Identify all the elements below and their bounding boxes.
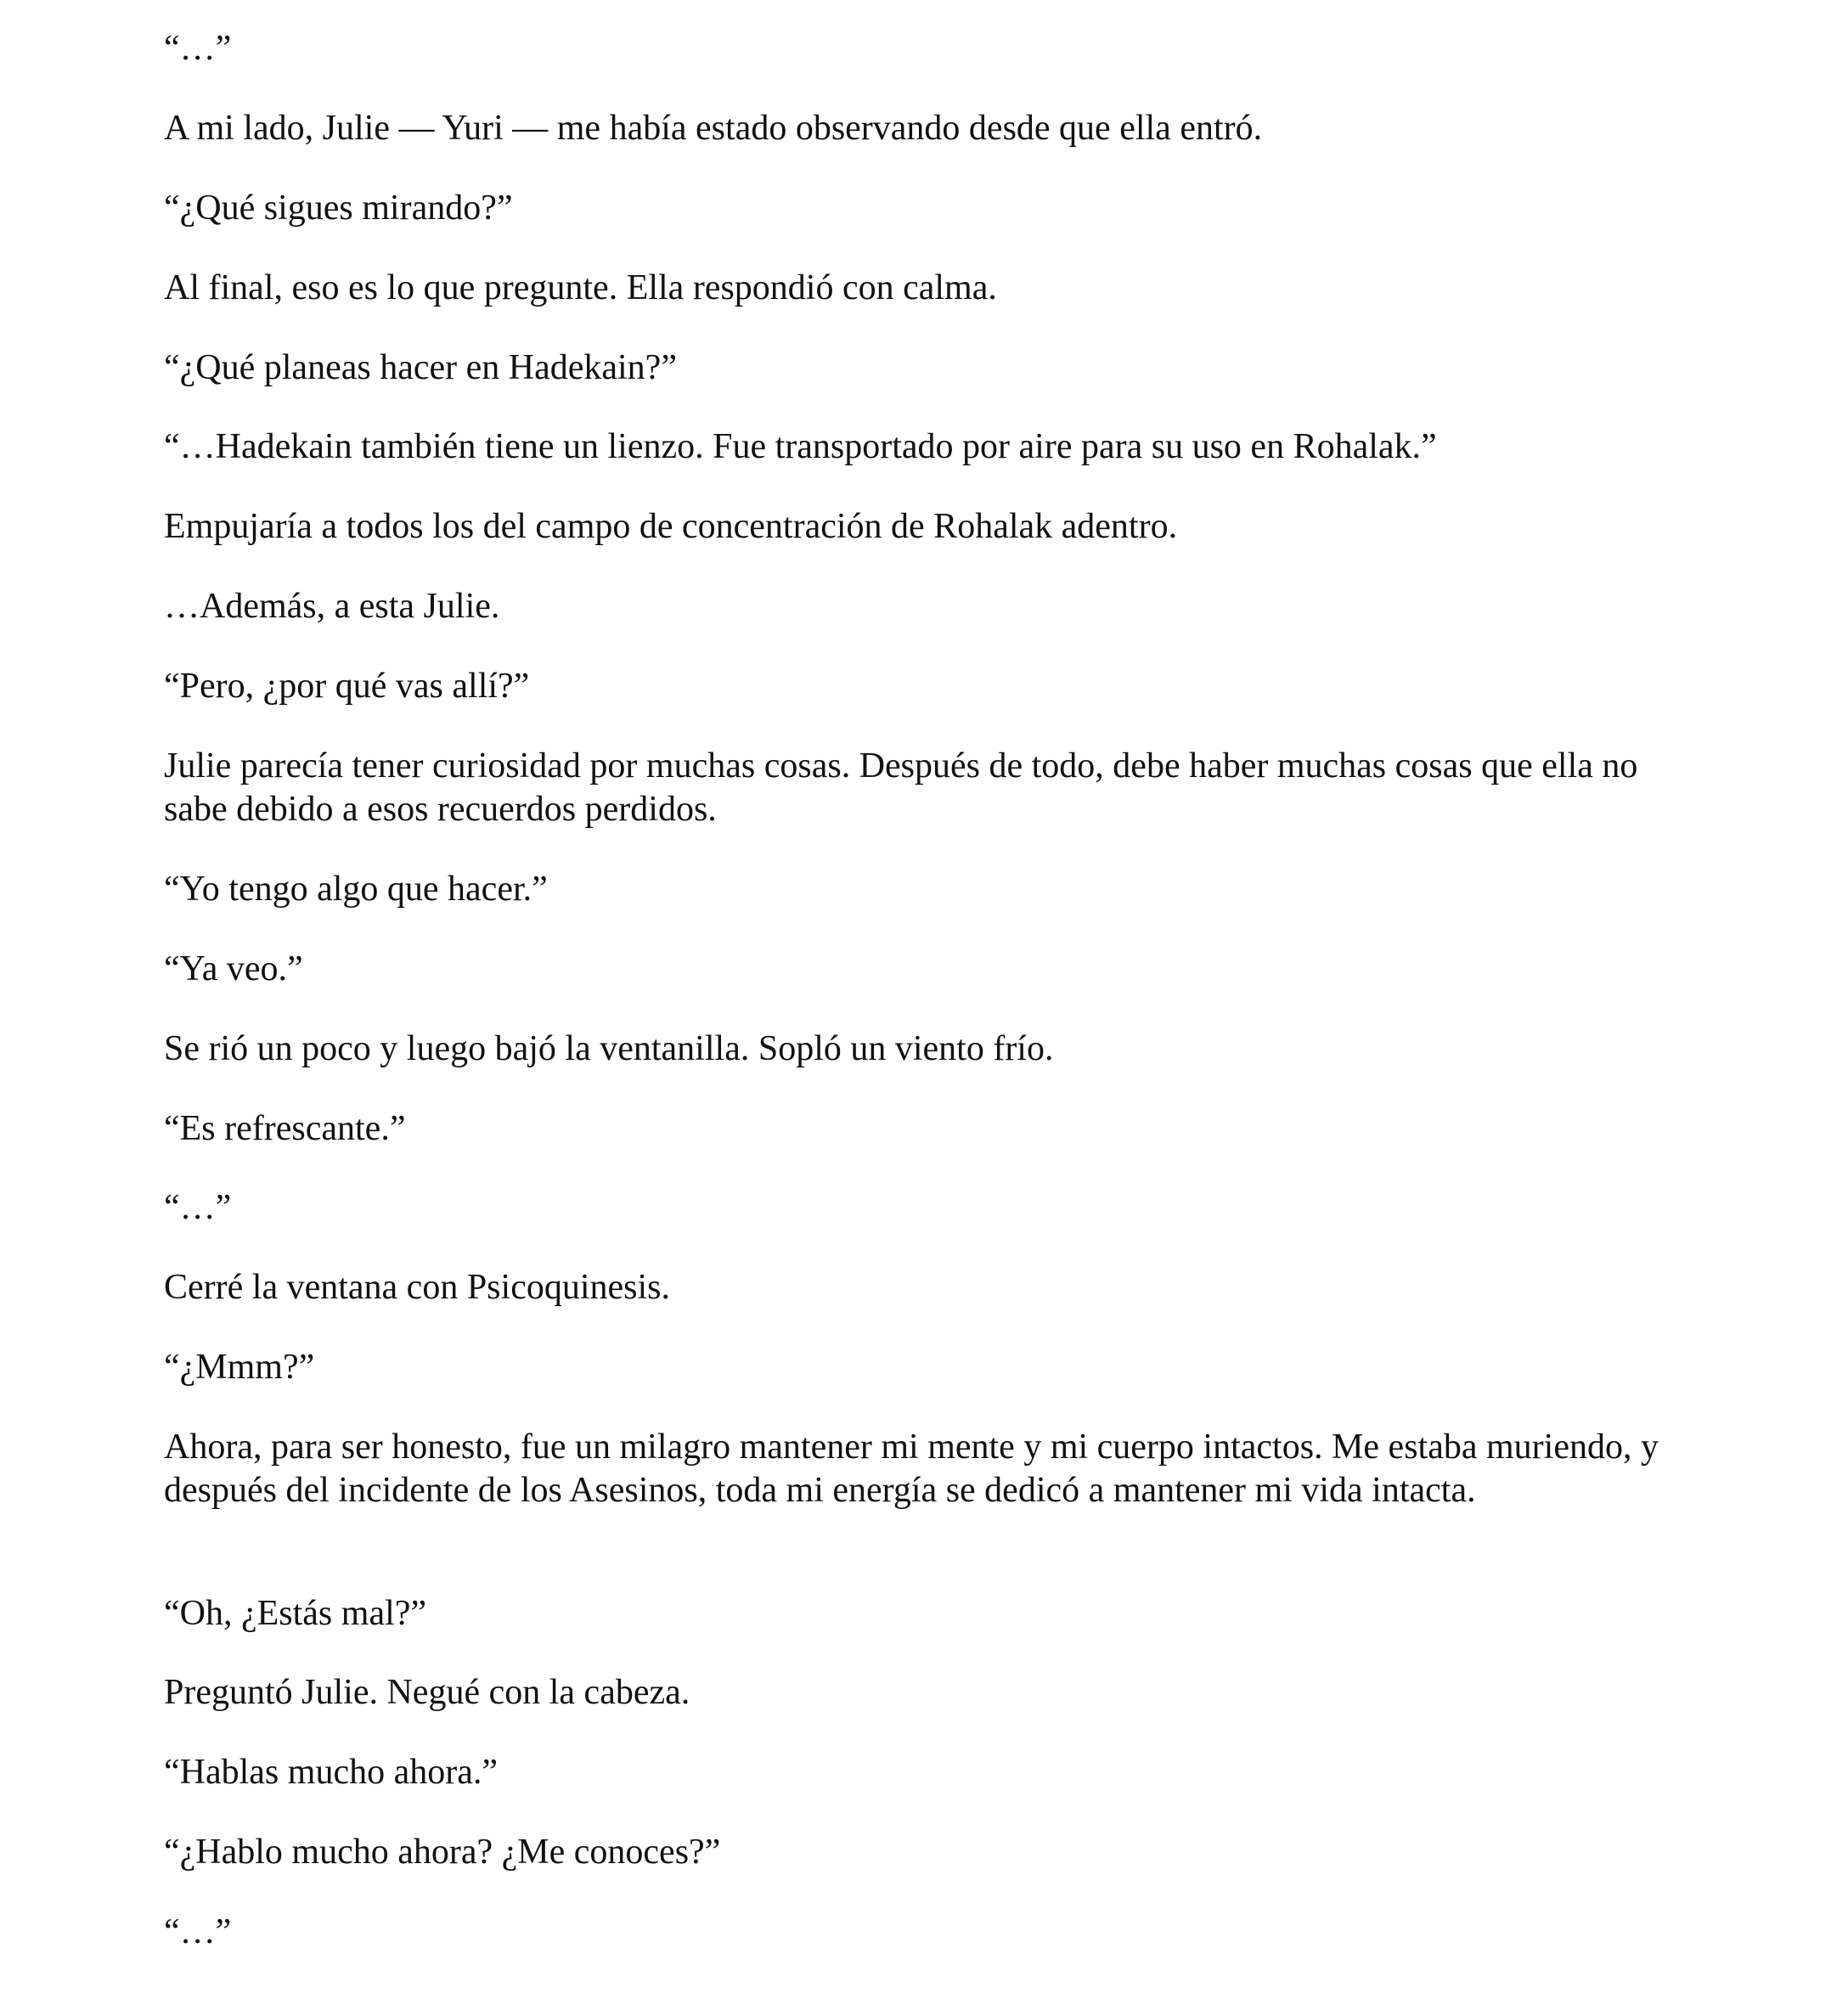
paragraph-10: Julie parecía tener curiosidad por muchas cosas. Después de todo, debe haber muchas cosas que ella no sabe debido a esos recuerdos perdidos. [164,746,1638,829]
paragraph-4: Al final, eso es lo que pregunte. Ella respondió con calma. [164,268,997,307]
paragraph-7: Empujaría a todos los del campo de concentración de Rohalak adentro. [164,507,1178,546]
paragraph-14: “Es refrescante.” [164,1109,406,1148]
paragraph-17: “¿Mmm?” [164,1348,315,1387]
paragraph-3: “¿Qué sigues mirando?” [164,189,513,228]
paragraph-6: “…Hadekain también tiene un lienzo. Fue transportado por aire para su uso en Rohalak.” [164,427,1437,466]
paragraph-11: “Yo tengo algo que hacer.” [164,870,548,909]
paragraph-5: “¿Qué planeas hacer en Hadekain?” [164,348,677,387]
paragraph-23: “…” [164,1912,232,1951]
paragraph-8: …Además, a esta Julie. [164,587,500,626]
paragraph-2: A mi lado, Julie — Yuri — me había estado observando desde que ella entró. [164,109,1263,148]
paragraph-1: “…” [164,29,232,68]
paragraph-18: Ahora, para ser honesto, fue un milagro mantener mi mente y mi cuerpo intactos. Me estaba muriendo, y después del incidente de los Asesinos, toda mi energía se dedicó a mantener mi vida intacta. [164,1427,1659,1510]
paragraph-9: “Pero, ¿por qué vas allí?” [164,667,530,706]
paragraph-12: “Ya veo.” [164,949,303,988]
paragraph-13: Se rió un poco y luego bajó la ventanilla. Sopló un viento frío. [164,1029,1054,1068]
paragraph-16: Cerré la ventana con Psicoquinesis. [164,1268,670,1307]
document-page [164,0,1718,1999]
paragraph-21: “Hablas mucho ahora.” [164,1753,498,1792]
paragraph-22: “¿Hablo mucho ahora? ¿Me conoces?” [164,1833,721,1872]
paragraph-15: “…” [164,1188,232,1227]
paragraph-20: Preguntó Julie. Negué con la cabeza. [164,1673,690,1712]
paragraph-19: “Oh, ¿Estás mal?” [164,1594,427,1633]
